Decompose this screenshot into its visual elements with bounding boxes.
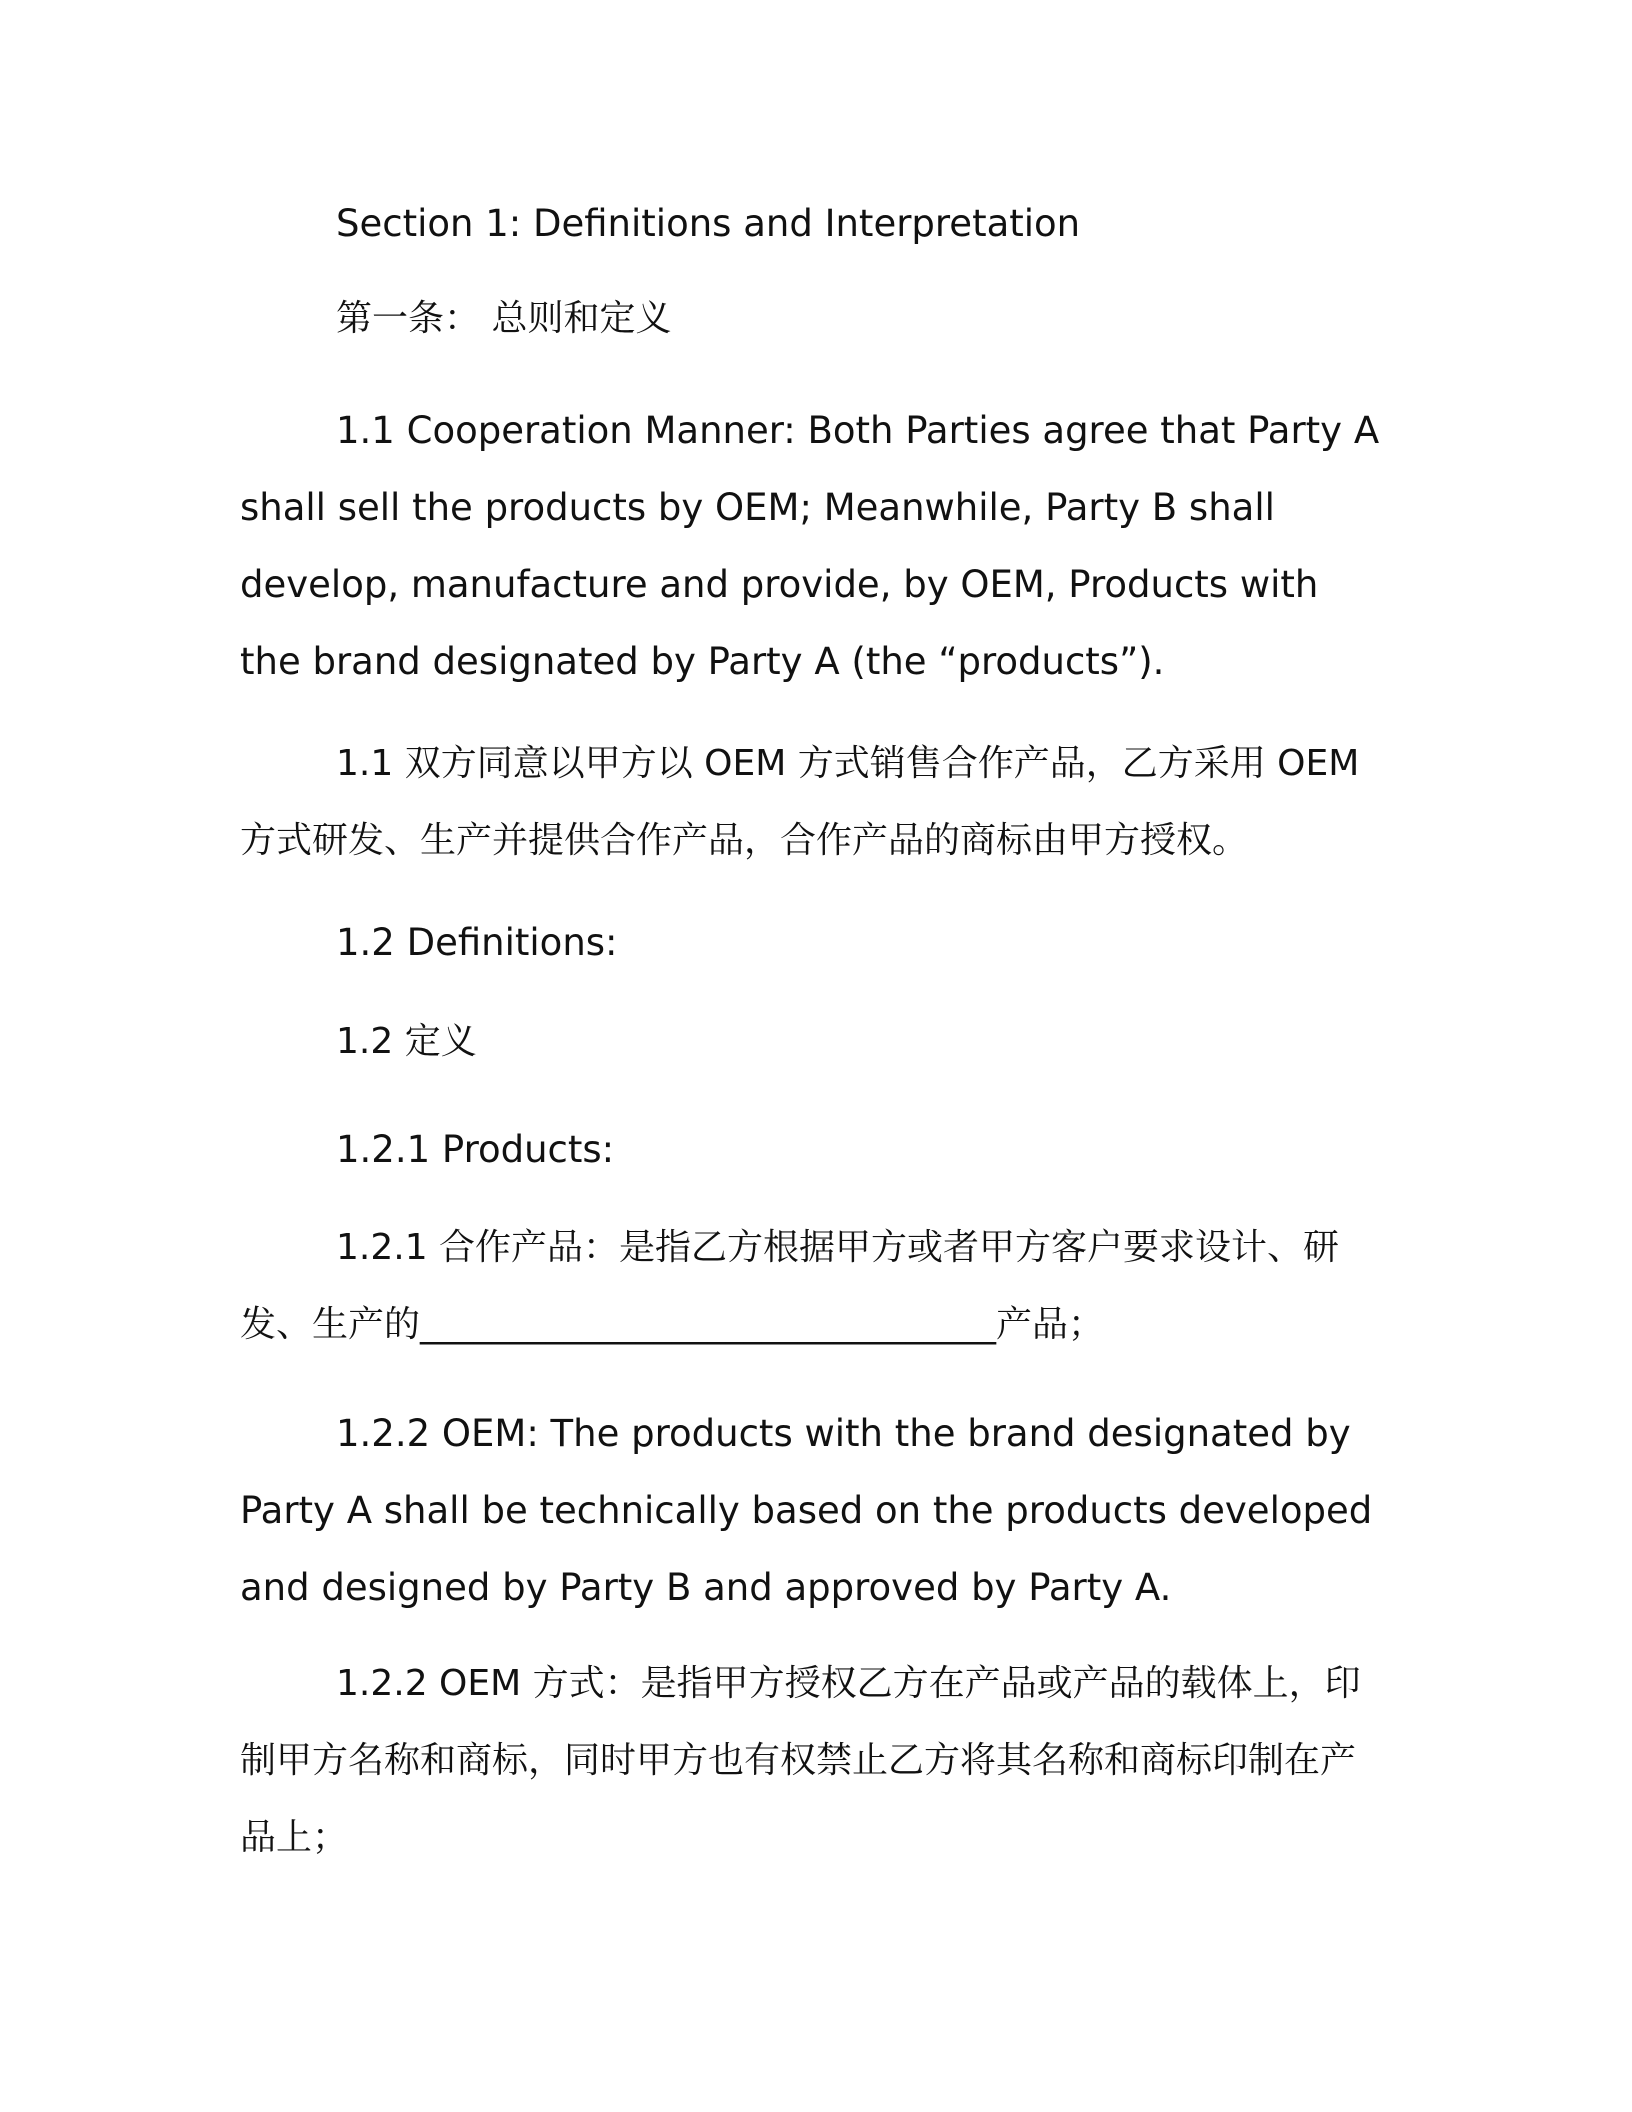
clause-1-2-zh: 1.2 定义 bbox=[336, 1021, 477, 1062]
clause-1-1-zh: 1.1 双方同意以甲方以 OEM 方式销售合作产品，乙方采用 OEM 方式研发、生产并提供合作产品，合作产品的商标由甲方授权。 bbox=[240, 743, 1360, 861]
clause-1-2-2-en: 1.2.2 OEM: The products with the brand designated by Party A shall be technically based on the products developed and designed by Party B and approved by Party A. bbox=[240, 1412, 1373, 1609]
section-title-en: Section 1: Definitions and Interpretation bbox=[336, 202, 1081, 245]
section-title-zh: 第一条： 总则和定义 bbox=[336, 298, 672, 339]
clause-1-2-en: 1.2 Definitions: bbox=[336, 921, 618, 964]
clause-1-2-2-zh: 1.2.2 OEM 方式：是指甲方授权乙方在产品或产品的载体上，印制甲方名称和商标，同时甲方也有权禁止乙方将其名称和商标印制在产品上； bbox=[240, 1663, 1361, 1858]
clause-1-1-en: 1.1 Cooperation Manner: Both Parties agree that Party A shall sell the products by OEM; Meanwhile, Party B shall develop, manufacture and provide, by OEM, Products with the brand designated by Party A (the “products”). bbox=[240, 409, 1380, 683]
clause-1-2-1-en: 1.2.1 Products: bbox=[336, 1128, 615, 1171]
clause-1-2-1-zh: 1.2.1 合作产品：是指乙方根据甲方或者甲方客户要求设计、研发、生产的________________________________产品； bbox=[240, 1227, 1340, 1345]
